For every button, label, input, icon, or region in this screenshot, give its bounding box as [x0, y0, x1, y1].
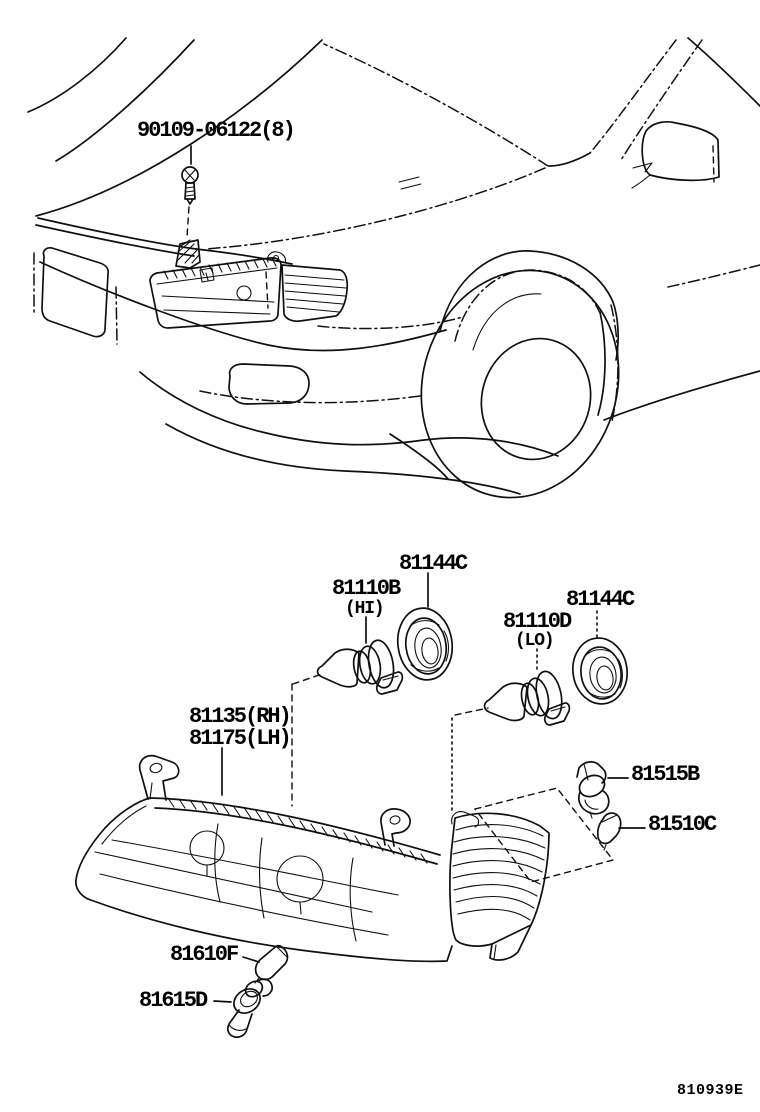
part-label-sidemarker-socket: 81615D — [139, 988, 207, 1013]
headlamp-assembly-illustration — [76, 674, 613, 961]
vehicle-front-illustration — [28, 38, 760, 522]
figure-code: 810939E — [677, 1082, 744, 1099]
bulb-81610f-illustration — [243, 946, 287, 983]
part-label-sidemarker-bulb: 81610F — [170, 942, 238, 967]
part-label-seal-hi: 81144C — [399, 551, 467, 576]
part-label-bolt: 90109-06122(8) — [137, 118, 294, 143]
socket-81515b-illustration — [576, 762, 628, 818]
screw-90109-illustration — [182, 146, 198, 237]
part-label-headlamp-lh: 81175(LH) — [189, 726, 290, 751]
part-label-bulb-lo-beam: (LO) — [515, 631, 554, 651]
bulb-81510c-illustration — [598, 813, 645, 850]
part-label-socket: 81515B — [631, 762, 699, 787]
hi-beam-bulb-illustration — [318, 617, 403, 694]
part-label-parking-bulb: 81510C — [648, 812, 716, 837]
part-label-headlamp-rh: 81135(RH) — [189, 704, 290, 729]
lo-beam-bulb-illustration — [485, 649, 570, 725]
seal-ring-hi-illustration — [393, 573, 456, 683]
part-label-bulb-hi-beam: (HI) — [345, 599, 384, 619]
part-label-bulb-hi: 81110B — [332, 576, 400, 601]
part-label-bulb-lo: 81110D — [503, 609, 571, 634]
seal-ring-lo-illustration — [569, 611, 632, 707]
socket-81615d-illustration — [214, 978, 272, 1037]
part-label-seal-lo: 81144C — [566, 587, 634, 612]
